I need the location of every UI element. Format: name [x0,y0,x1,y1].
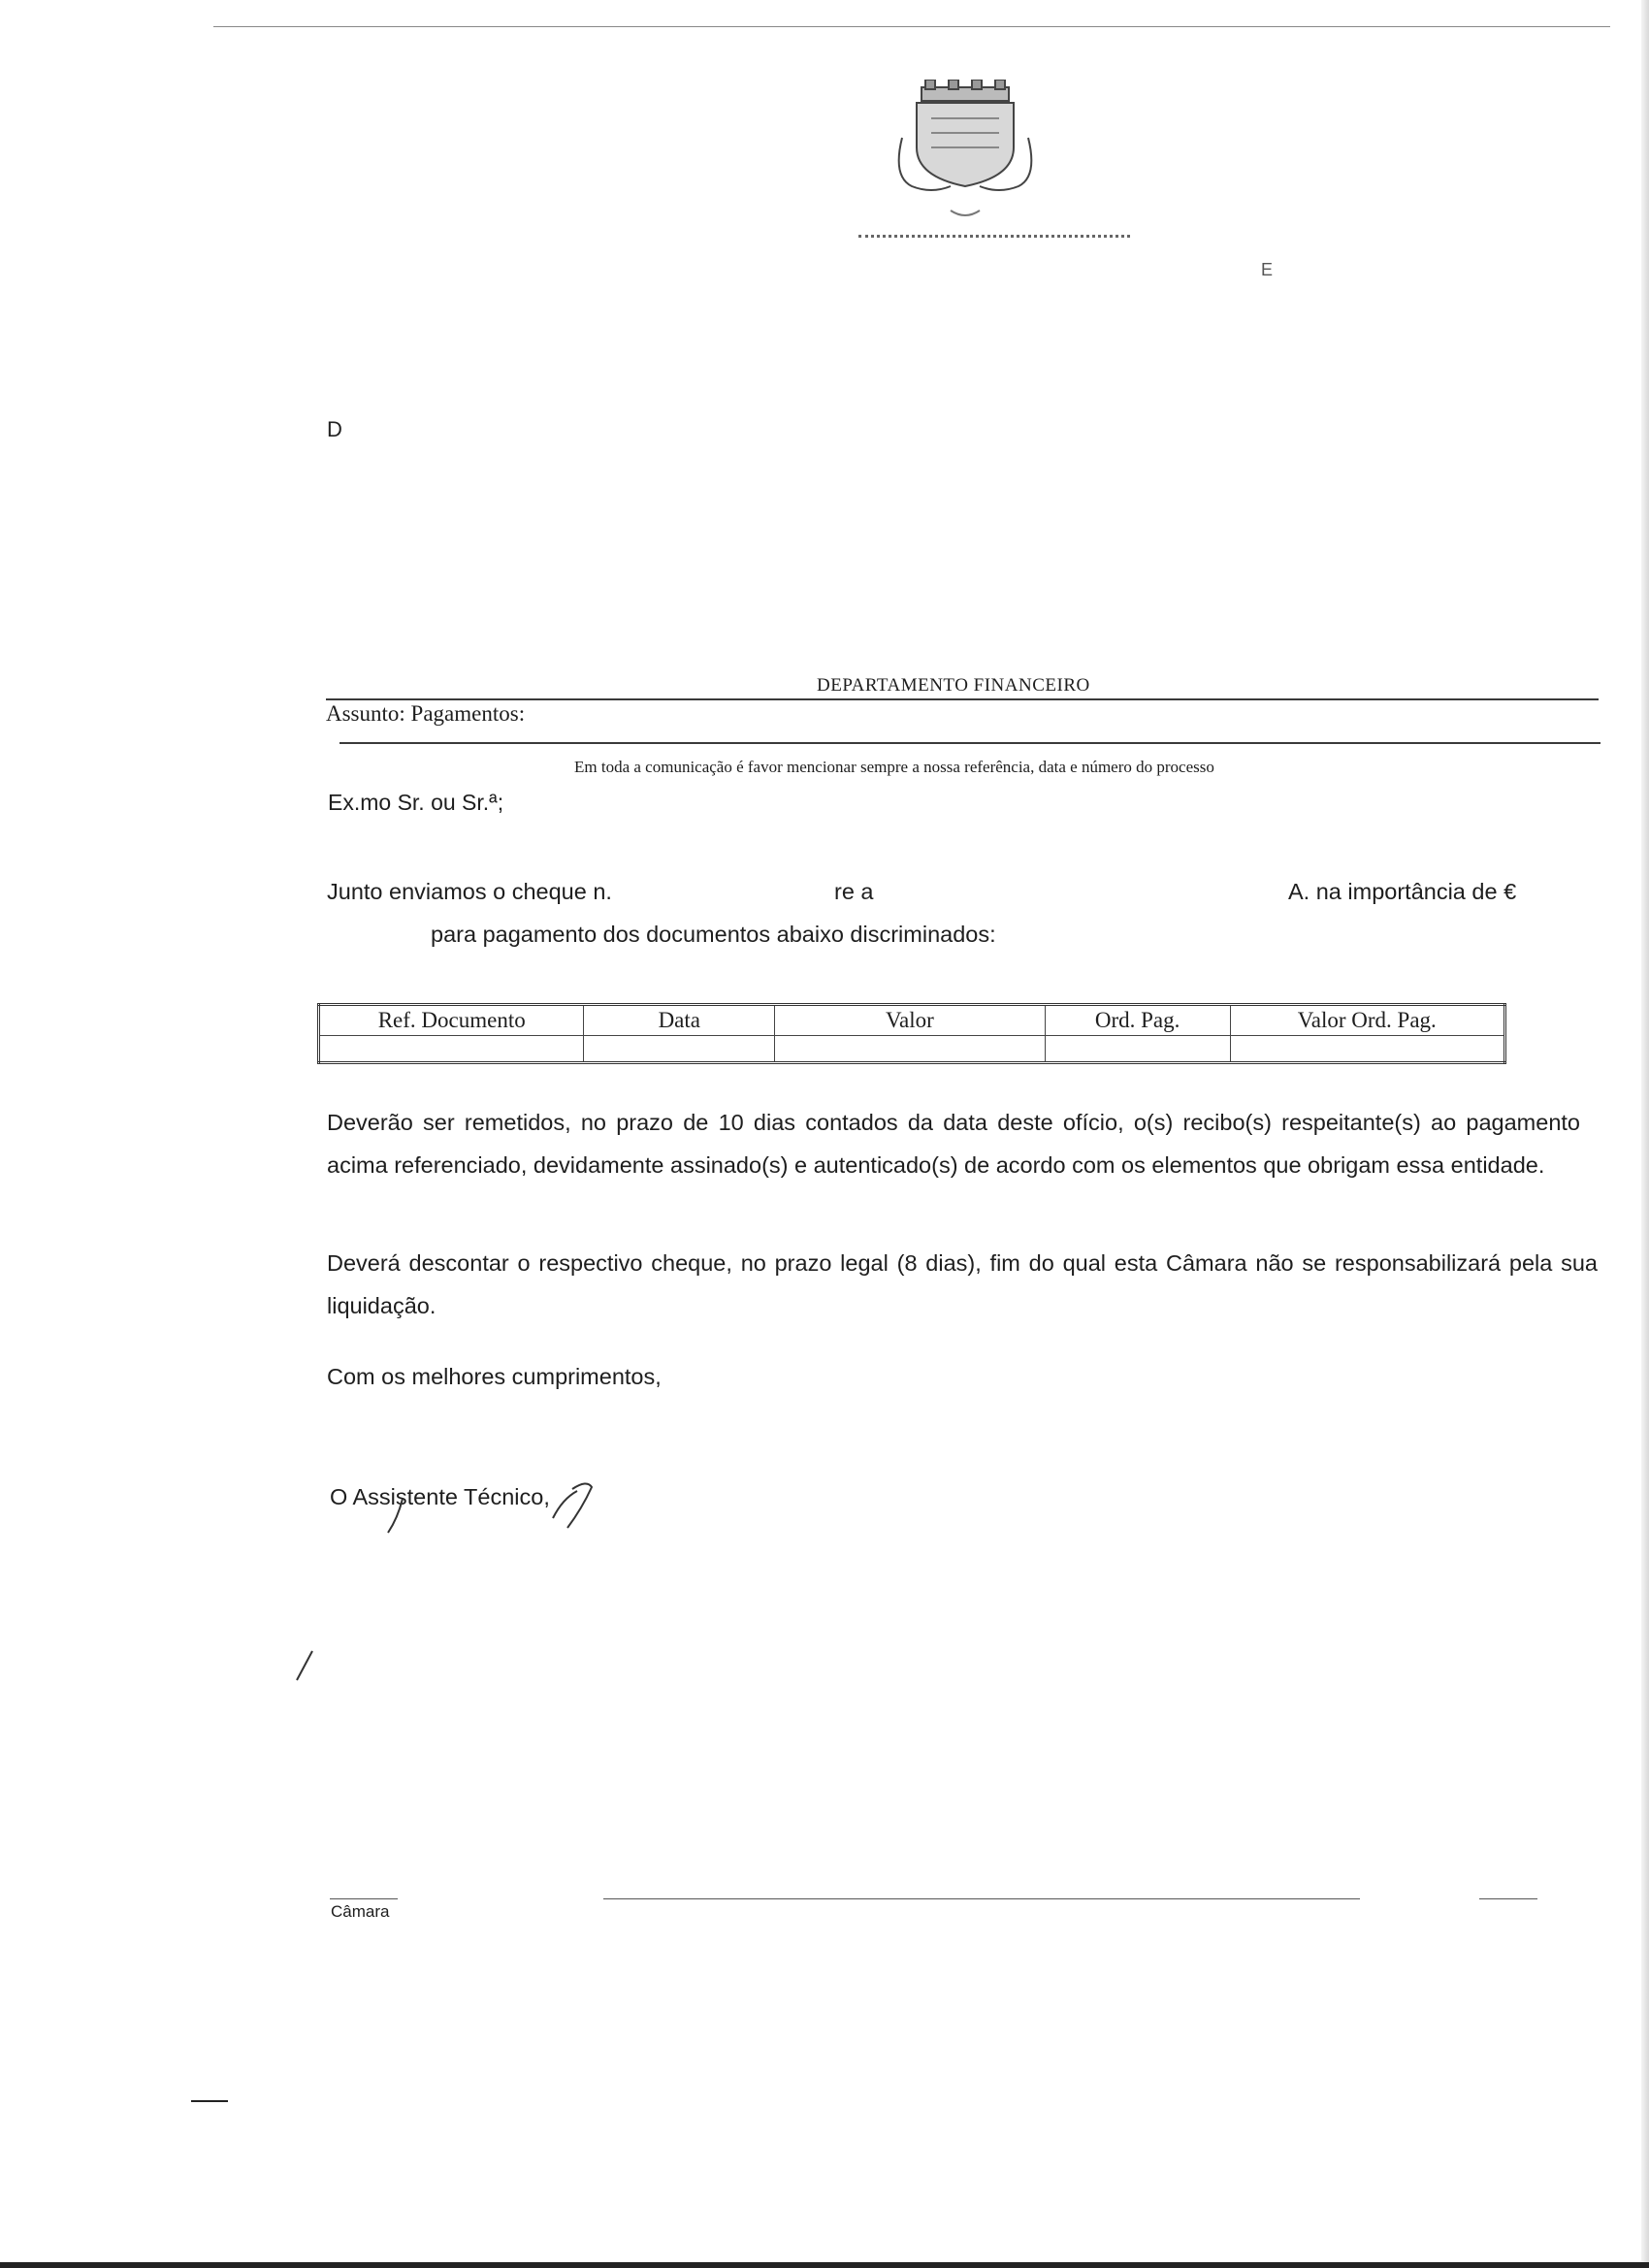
col-data: Data [584,1005,775,1036]
table-cell [1045,1036,1230,1063]
table-cell [319,1036,584,1063]
col-valor: Valor [775,1005,1046,1036]
paragraph-receipts: Deverão ser remetidos, no prazo de 10 dias contados da data deste ofício, o(s) recibo(s) respeitante(s) ao pagamento acima referenciado, devidamente assinado(s) e autenticado(s) de acordo com os elementos que obrigam essa entidade. [327,1110,1580,1178]
table-cell [775,1036,1046,1063]
closing-line: Com os melhores cumprimentos, [327,1364,662,1389]
documents-table [317,1003,1506,1064]
scan-bottom-edge [0,2262,1649,2268]
municipal-crest-icon [892,80,1038,235]
handwritten-signature [378,1479,611,1547]
subject-line: Assunto: Pagamentos: [326,701,526,726]
cheque-line-end: A. na importância de € [1288,879,1517,904]
col-valor-ord-pag: Valor Ord. Pag. [1230,1005,1504,1036]
footer-label: Câmara [331,1902,390,1921]
scan-edge [1641,0,1649,2268]
header-rule-top [326,698,1599,700]
table-header-row [319,1005,1505,1036]
cheque-line-2: para pagamento dos documentos abaixo discriminados: [431,922,996,947]
pen-stroke [291,1649,320,1683]
scan-top-line [213,26,1610,27]
cheque-line-start: Junto enviamos o cheque n. [327,879,612,904]
table-cell [1230,1036,1504,1063]
letterhead-title-remnant [858,235,1130,238]
reference-notice: Em toda a comunicação é favor mencionar sempre a nossa referência, data e número do processo [574,758,1214,776]
footer-short-rule [330,1898,398,1899]
header-rule-bottom [340,742,1600,744]
paragraph-cheque-deadline: Deverá descontar o respectivo cheque, no prazo legal (8 dias), fim do qual esta Câmara não se responsabilizará pela sua liquidação. [327,1250,1598,1318]
letterhead-mark-left: D [327,417,342,441]
col-ord-pag: Ord. Pag. [1045,1005,1230,1036]
fold-mark [191,2100,228,2102]
table-row [319,1036,1505,1063]
signature-title: O Assistente Técnico, [330,1484,550,1509]
table-cell [584,1036,775,1063]
salutation: Ex.mo Sr. ou Sr.ª; [328,790,504,815]
col-ref-documento: Ref. Documento [319,1005,584,1036]
letterhead-mark-right: E [1261,260,1274,279]
department-title: DEPARTAMENTO FINANCEIRO [817,675,1090,696]
footer-rule [603,1898,1360,1899]
cheque-line-mid: re a [834,879,874,904]
footer-rule-right [1479,1898,1537,1899]
